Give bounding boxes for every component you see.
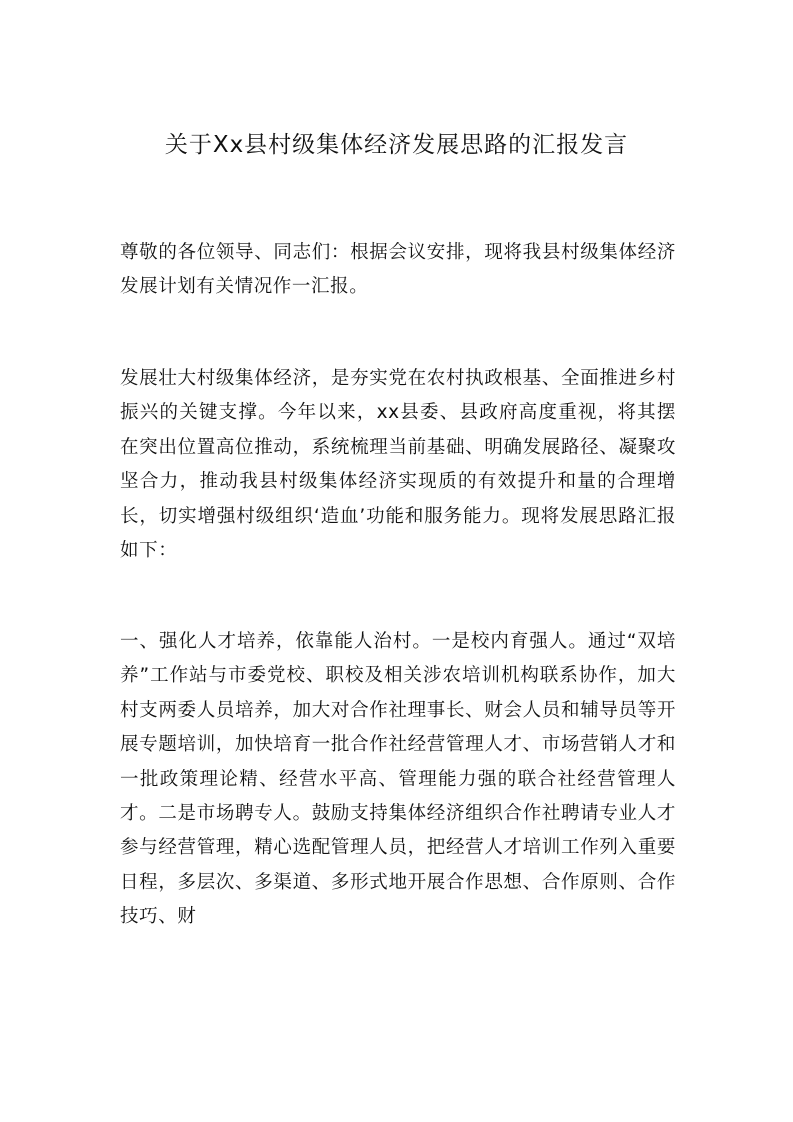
paragraph-greeting: 尊敬的各位领导、同志们：根据会议安排，现将我县村级集体经济发展计划有关情况作一汇报。 [120, 242, 676, 298]
document-title: 关于Xx县村级集体经济发展思路的汇报发言 [164, 132, 629, 158]
paragraph-talent-training: 一、强化人才培养，依靠能人治村。一是校内育强人。通过“双培养”工作站与市委党校、职校及相关涉农培训机构联系协作，加大村支两委人员培养，加大对合作社理事长、财会人员和辅导员等开展专题培训，加快培育一批合作社经营管理人才、市场营销人才和一批政策理论精、经营水平高、管理能力强的联合社经营管理人才。二是市场聘专人。鼓励支持集体经济组织合作社聘请专业人才参与经营管理，精心选配管理人员，把经营人才培训工作列入重要日程，多层次、多渠道、多形式地开展合作思想、合作原则、合作技巧、财 [120, 631, 676, 928]
paragraph-introduction: 发展壮大村级集体经济，是夯实党在农村执政根基、全面推进乡村振兴的关键支撑。今年以来，xx县委、县政府高度重视，将其摆在突出位置高位推动，系统梳理当前基础、明确发展路径、凝聚攻坚合力，推动我县村级集体经济实现质的有效提升和量的合理增长，切实增强村级组织‘造血’功能和服务能力。现将发展思路汇报如下： [120, 368, 676, 562]
